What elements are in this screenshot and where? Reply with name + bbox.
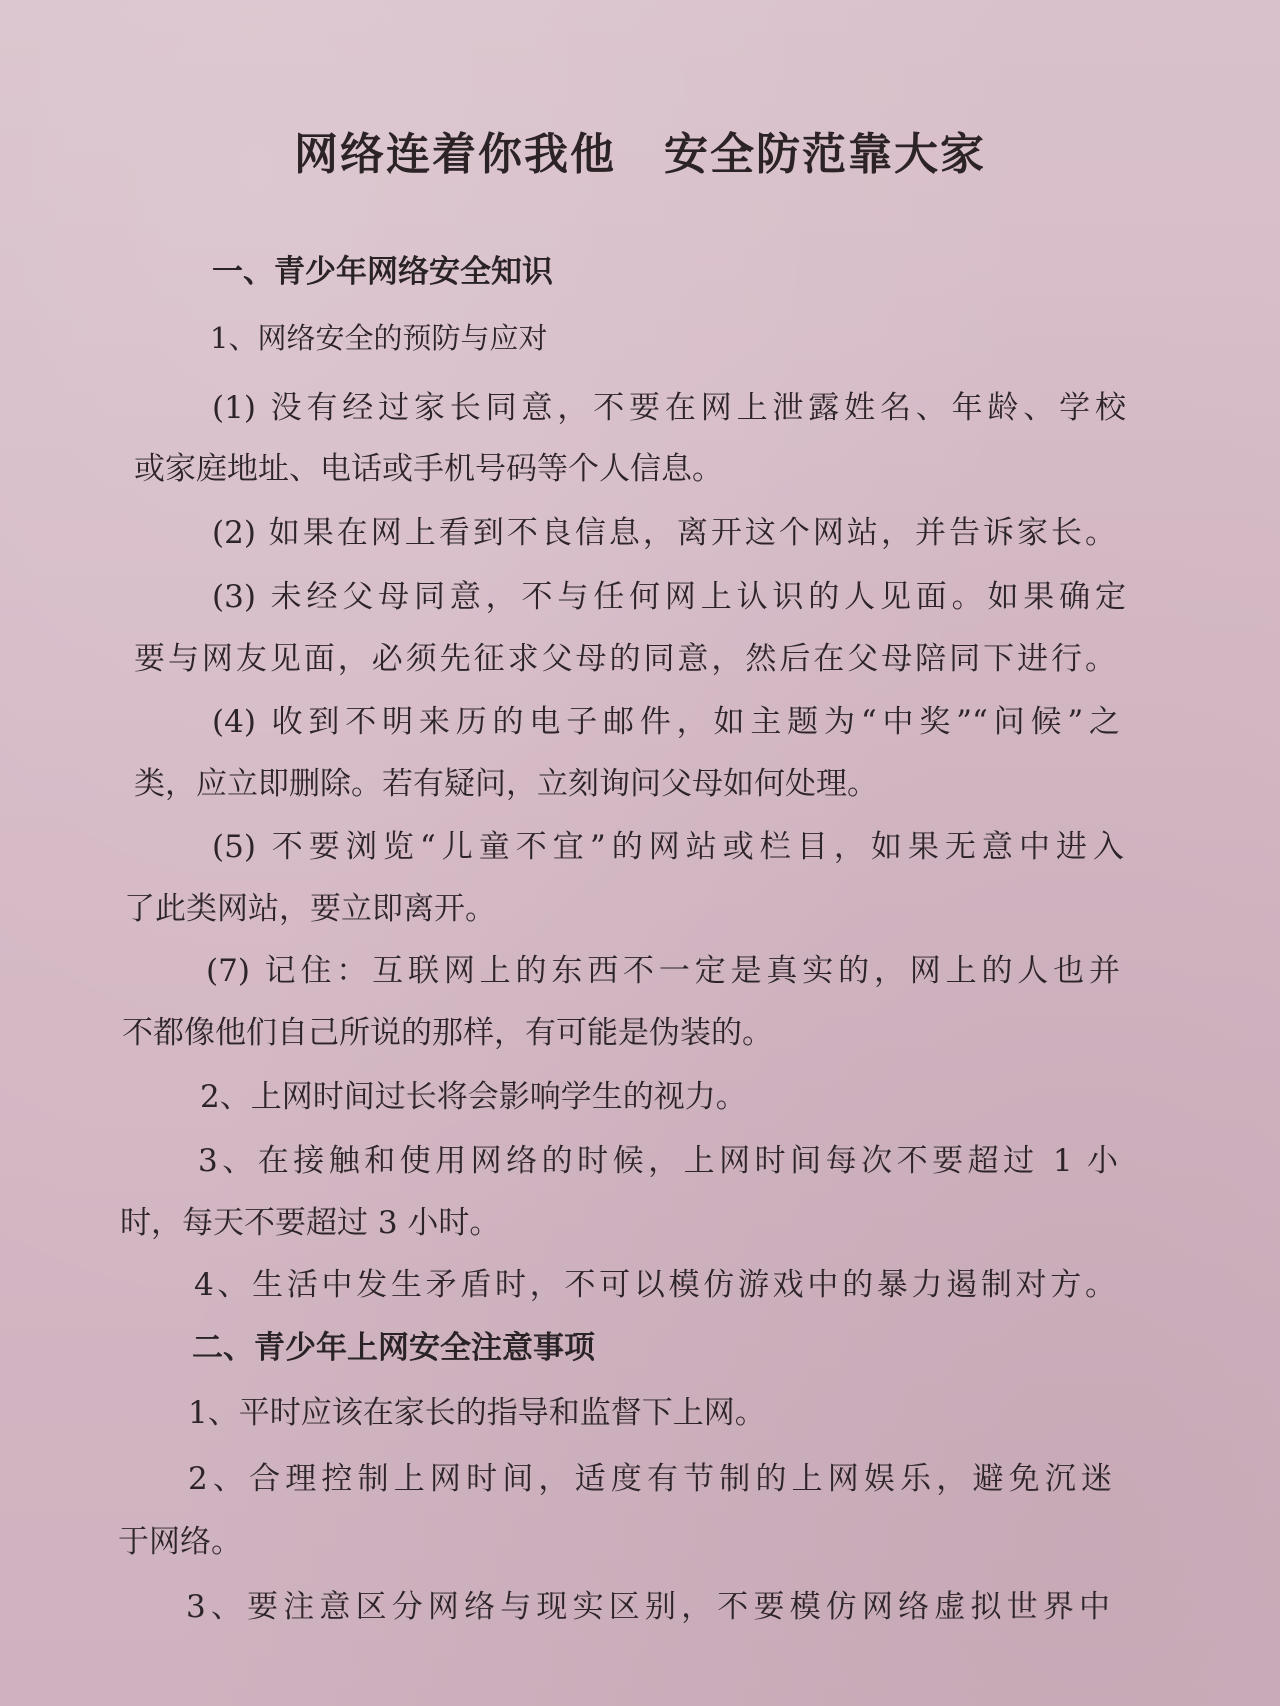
- paragraph-line: 了此类网站，要立即离开。: [124, 891, 496, 927]
- paragraph-line: 3、要注意区分网络与现实区别，不要模仿网络虚拟世界中: [186, 1589, 1110, 1625]
- paragraph-line: 1、平时应该在家长的指导和监督下上网。: [188, 1395, 766, 1431]
- title-part-1: 网络连着你我他: [294, 129, 616, 180]
- paragraph-line: 类，应立即删除。若有疑问，立刻询问父母如何处理。: [134, 766, 878, 802]
- paragraph-line: 要与网友见面，必须先征求父母的同意，然后在父母陪同下进行。: [134, 641, 1116, 677]
- paragraph-line: 3、在接触和使用网络的时候，上网时间每次不要超过 1 小: [198, 1143, 1118, 1179]
- title-part-2: 安全防范靠大家: [664, 129, 986, 180]
- subheading-1-1: 1、网络安全的预防与应对: [210, 321, 548, 355]
- paragraph-line: 时，每天不要超过 3 小时。: [120, 1205, 501, 1241]
- paragraph-line: (3) 未经父母同意，不与任何网上认识的人见面。如果确定: [212, 579, 1126, 615]
- paragraph-line: (2) 如果在网上看到不良信息，离开这个网站，并告诉家长。: [212, 515, 1116, 551]
- section-heading-2: 二、青少年上网安全注意事项: [192, 1330, 595, 1366]
- paragraph-line: (5) 不要浏览“儿童不宜”的网站或栏目，如果无意中进入: [212, 829, 1124, 865]
- paragraph-line: 或家庭地址、电话或手机号码等个人信息。: [134, 451, 723, 487]
- paragraph-line: 不都像他们自己所说的那样，有可能是伪装的。: [122, 1015, 773, 1051]
- paragraph-line: 4、生活中发生矛盾时，不可以模仿游戏中的暴力遏制对方。: [194, 1267, 1116, 1303]
- paragraph-line: 2、合理控制上网时间，适度有节制的上网娱乐，避免沉迷: [188, 1461, 1112, 1497]
- section-heading-1: 一、青少年网络安全知识: [212, 254, 553, 290]
- paragraph-line: (7) 记住：互联网上的东西不一定是真实的，网上的人也并: [206, 953, 1120, 989]
- paragraph-line: (1) 没有经过家长同意，不要在网上泄露姓名、年龄、学校: [212, 390, 1126, 426]
- paragraph-line: 于网络。: [118, 1524, 242, 1560]
- paragraph-line: 2、上网时间过长将会影响学生的视力。: [200, 1079, 747, 1115]
- document-title: [0, 118, 1280, 182]
- paragraph-line: (4) 收到不明来历的电子邮件，如主题为“中奖”“问候”之: [212, 704, 1120, 740]
